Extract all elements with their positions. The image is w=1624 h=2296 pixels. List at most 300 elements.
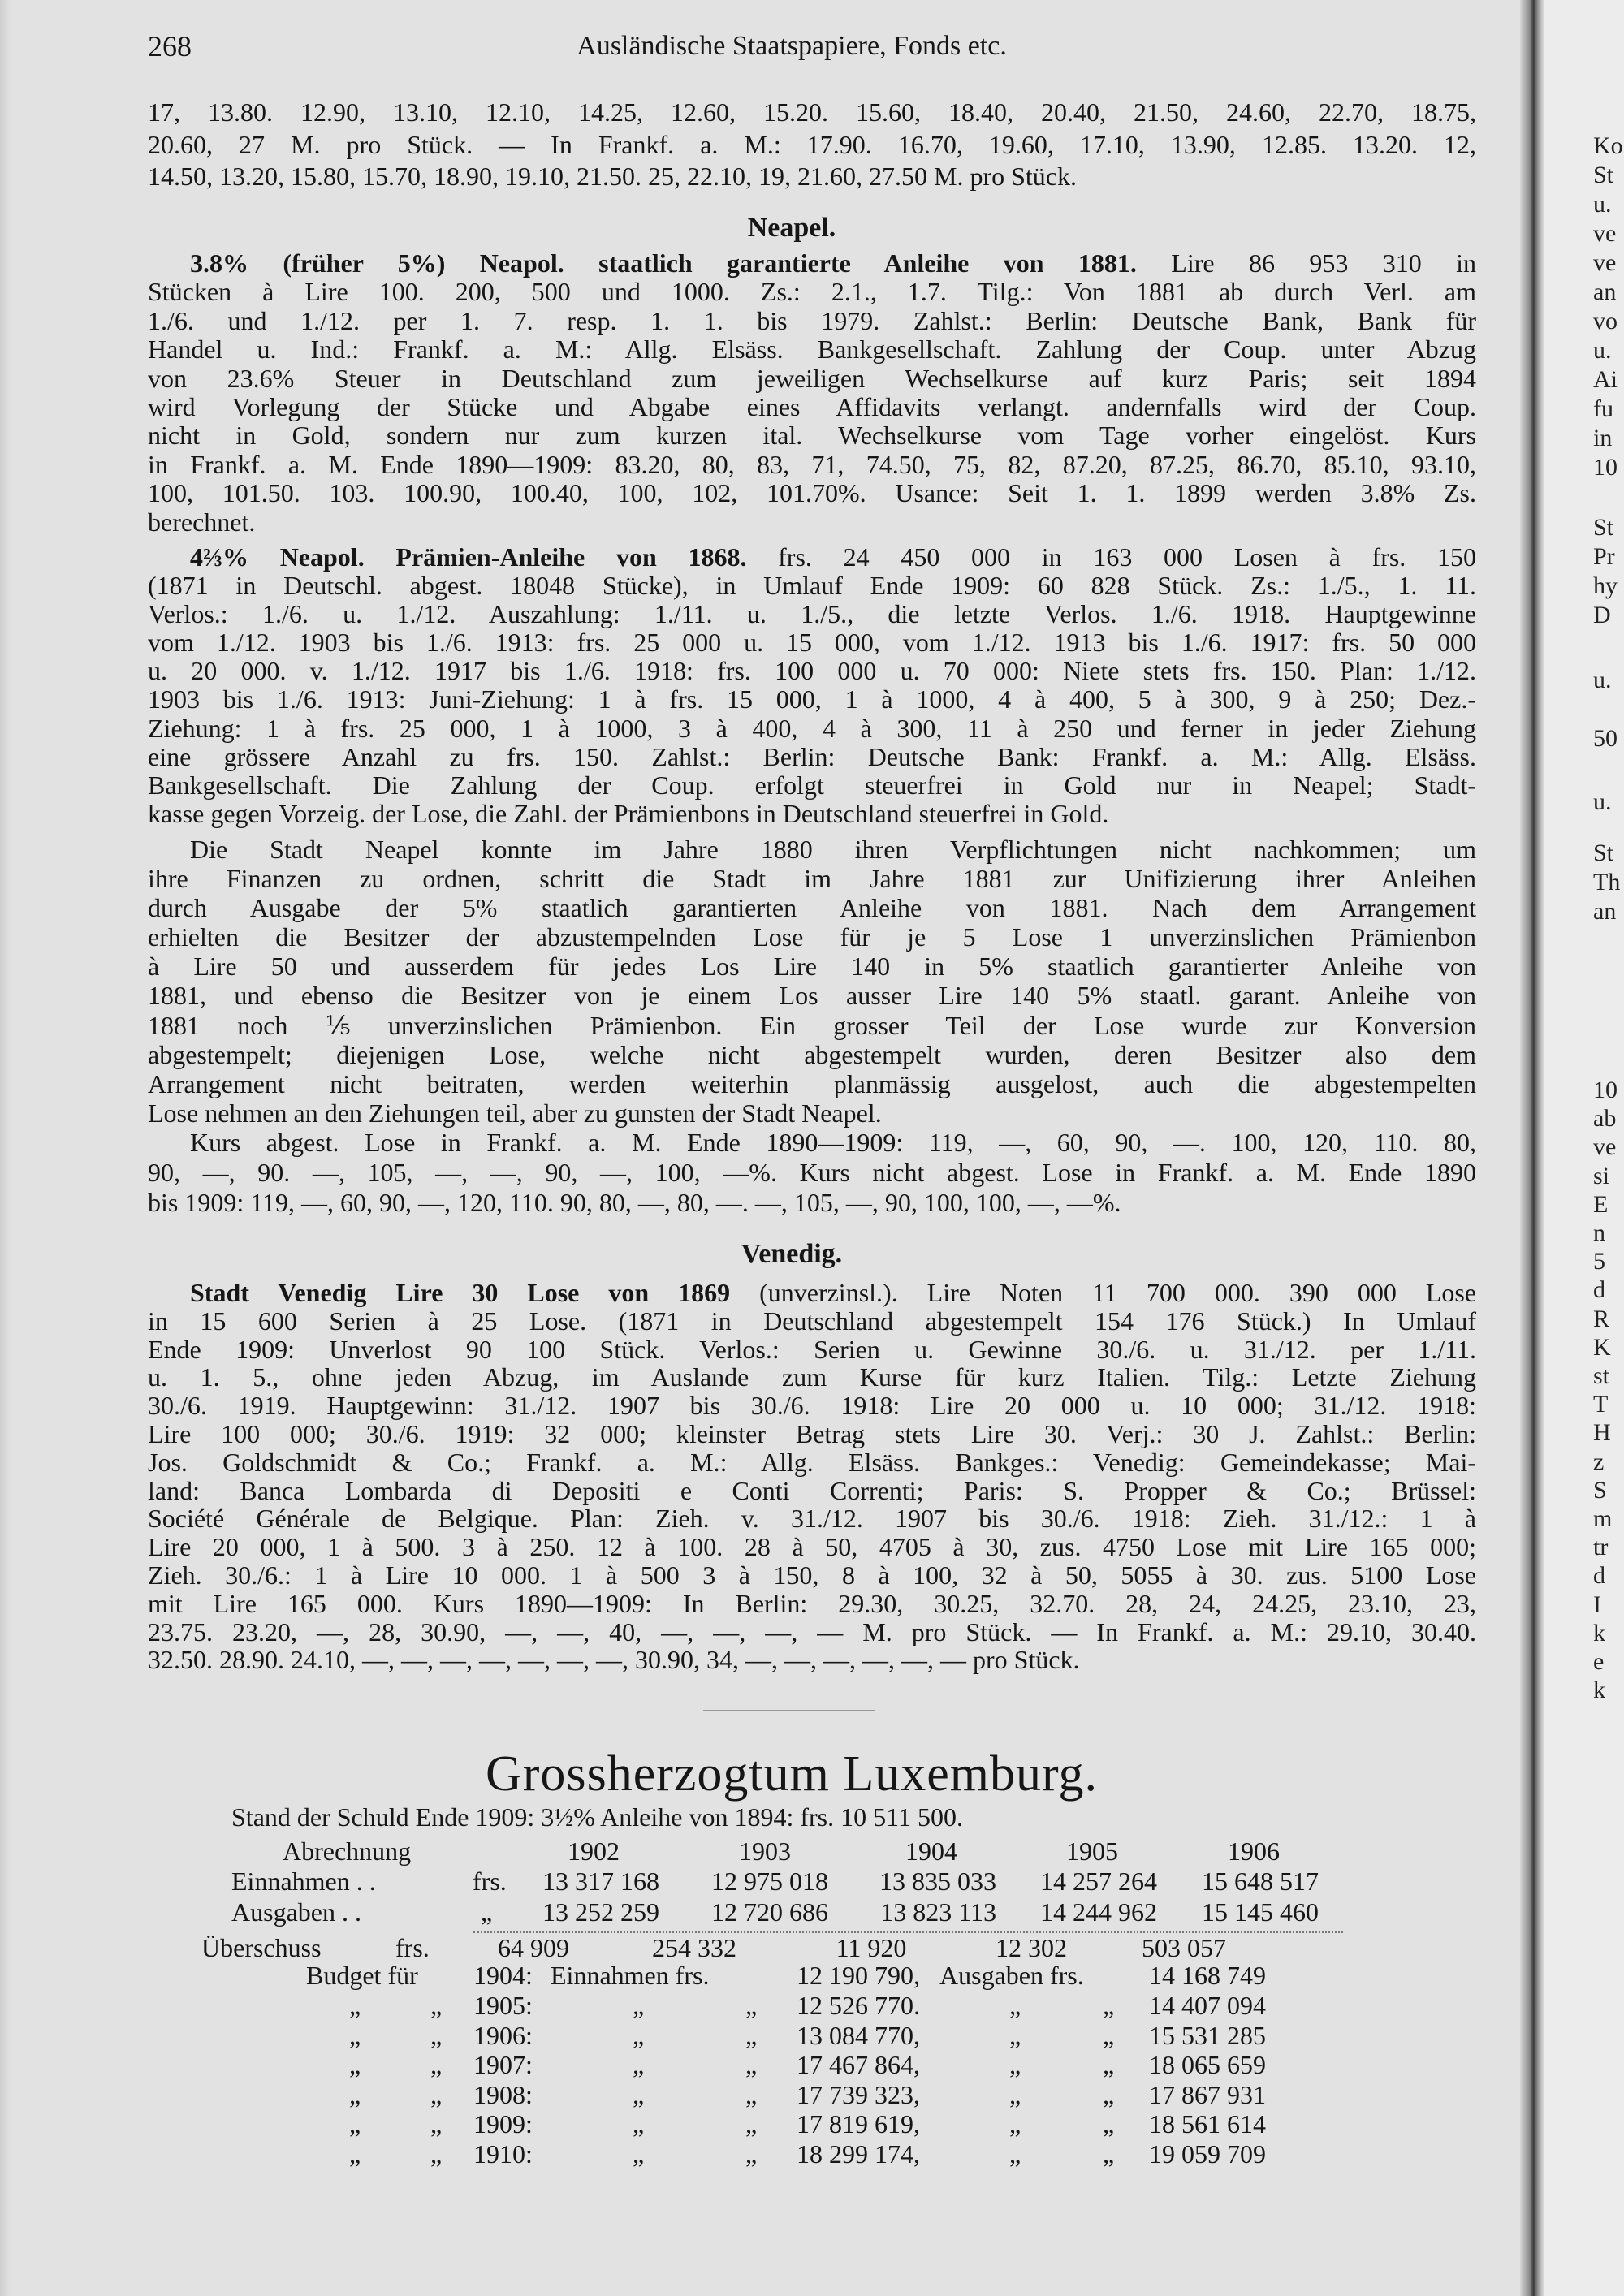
text-line <box>148 278 1476 306</box>
line-content <box>148 628 1476 657</box>
facing-page-text-fragment: k <box>1593 1677 1605 1704</box>
line-content <box>148 952 1476 981</box>
section-title-luxemburg: Grossherzogtum Luxemburg. <box>486 1746 1098 1802</box>
text-line <box>148 1128 1476 1158</box>
section-divider <box>703 1710 875 1711</box>
text-line <box>148 835 1476 864</box>
line-content <box>148 451 1476 479</box>
budget-year: 1907: <box>473 2050 533 2080</box>
line-content <box>148 1069 1476 1098</box>
budget-expense: 17 867 931 <box>1149 2079 1266 2109</box>
ditto-mark: „ <box>1009 1991 1021 2020</box>
line-content <box>148 129 1476 162</box>
line-text: vom 1./12. 1903 bis 1./6. 1913: frs. 25 000 u. 15 000, vom 1./12. 1913 bis 1./6. 1917: frs. 50 000 <box>148 628 1476 658</box>
budget-year: 1910: <box>473 2139 533 2169</box>
budget-income: 17 739 323, <box>797 2079 920 2109</box>
neapel-praemien-anleihe-paragraph <box>148 543 1476 828</box>
budget-income: 17 819 619, <box>797 2109 920 2139</box>
line-content <box>148 864 1476 893</box>
line-content <box>148 1504 1476 1533</box>
ditto-mark: „ <box>349 2020 361 2050</box>
text-line <box>148 129 1476 162</box>
facing-page-text-fragment: Pr <box>1593 543 1615 570</box>
ditto-mark: „ <box>1103 2050 1115 2080</box>
line-text: mit Lire 165 000. Kurs 1890—1909: In Berlin: 29.30, 30.25, 32.70. 28, 24, 24.25, 23.10, 23, <box>148 1588 1476 1618</box>
text-line <box>148 1533 1476 1561</box>
text-line <box>148 864 1476 893</box>
budget-label: Budget für <box>306 1961 418 1990</box>
budget-income: 12 526 770. <box>797 1991 920 2020</box>
ditto-mark: „ <box>745 2050 758 2080</box>
budget-year: 1908: <box>473 2079 533 2109</box>
line-content <box>190 1128 1476 1158</box>
ditto-mark: „ <box>745 2109 758 2139</box>
line-text: Stücken à Lire 100. 200, 500 und 1000. Zs.: 2.1., 1.7. Tilg.: Von 1881 ab durch Verl. am <box>148 277 1476 307</box>
table-header-label: Abrechnung <box>283 1836 412 1866</box>
line-text: u. 20 000. v. 1./12. 1917 bis 1./6. 1918: frs. 100 000 u. 70 000: Niete stets frs. 150. Plan: 1./12. <box>148 656 1476 686</box>
facing-page-text-fragment: T <box>1593 1391 1609 1418</box>
table-cell: 503 057 <box>1142 1933 1226 1962</box>
ditto-mark: „ <box>633 2109 645 2139</box>
line-content <box>148 981 1476 1010</box>
neapel-anleihe-1881-paragraph <box>148 249 1476 537</box>
ditto-mark: „ <box>1009 2050 1021 2080</box>
budget-expense: 15 531 285 <box>1149 2020 1266 2050</box>
ditto-mark: „ <box>633 2139 645 2169</box>
line-text: in Frankf. a. M. Ende 1890—1909: 83.20, 80, 83, 71, 74.50, 75, 82, 87.20, 87.25, 86.70, 85.10, 93.10, <box>148 449 1476 479</box>
facing-page-text-fragment: Ko <box>1593 132 1623 159</box>
text-line <box>148 1158 1476 1188</box>
line-text: (unverzinsl.). Lire Noten 11 700 000. 390 000 Lose <box>730 1278 1477 1307</box>
table-cell: 12 975 018 <box>711 1867 828 1896</box>
ditto-mark: „ <box>633 1991 645 2020</box>
text-line <box>148 714 1476 743</box>
ditto-mark: „ <box>1103 2139 1115 2169</box>
line-text: 14.50, 13.20, 15.80, 15.70, 18.90, 19.10, 21.50. 25, 22.10, 19, 21.60, 27.50 M. pro Stück. <box>148 162 1077 191</box>
line-text: eine grössere Anzahl zu frs. 150. Zahlst.: Berlin: Deutsche Bank: Frankf. a. M.: Allg. Elsäss. <box>148 741 1476 771</box>
facing-page-text-fragment: u. <box>1593 788 1612 815</box>
ditto-mark: „ <box>1009 2079 1021 2109</box>
line-text: u. 1. 5., ohne jeden Abzug, im Auslande zum Kurse für kurz Italien. Tilg.: Letzte Ziehung <box>148 1362 1476 1392</box>
text-line <box>148 1279 1476 1307</box>
text-line <box>148 543 1476 572</box>
text-line <box>148 307 1476 335</box>
line-text: Lire 20 000, 1 à 500. 3 à 250. 12 à 100. 28 à 50, 4705 à 30, zus. 4750 Lose mit Lire 165 000; <box>148 1532 1476 1562</box>
facing-page-text-fragment: in <box>1593 425 1613 451</box>
facing-page-text-fragment: n <box>1593 1219 1605 1246</box>
facing-page-text-fragment: st <box>1593 1362 1610 1389</box>
facing-page-text-fragment: St <box>1593 162 1614 188</box>
facing-page-text-fragment: d <box>1593 1562 1605 1590</box>
ditto-mark: „ <box>1103 2020 1115 2050</box>
facing-page-text-fragment: u. <box>1593 191 1612 218</box>
line-content <box>148 1448 1476 1477</box>
line-content <box>148 1646 1080 1674</box>
facing-page-text-fragment: Th <box>1593 869 1621 896</box>
facing-page-text-fragment: m <box>1593 1505 1613 1532</box>
facing-page-text-fragment: d <box>1593 1276 1605 1304</box>
text-line <box>148 1069 1476 1098</box>
facing-page-text-fragment: S <box>1593 1476 1607 1504</box>
facing-page-text-fragment: Ai <box>1593 366 1618 393</box>
text-line <box>148 1504 1476 1533</box>
text-line <box>148 771 1476 800</box>
budget-year: 1905: <box>473 1991 533 2020</box>
facing-page-text-fragment: z <box>1593 1448 1605 1475</box>
row-label: Ausgaben . . <box>231 1897 361 1927</box>
text-line <box>148 421 1476 450</box>
facing-page-text-fragment: 10 <box>1593 1077 1618 1103</box>
table-year-header: 1903 <box>739 1836 791 1866</box>
facing-page-text-fragment: ve <box>1593 220 1617 247</box>
line-text: 100, 101.50. 103. 100.90, 100.40, 100, 102, 101.70%. Usance: Seit 1. 1. 1899 werden 3.8% Zs. <box>148 478 1476 508</box>
ditto-mark: „ <box>430 2020 443 2050</box>
ditto-mark: „ <box>633 2050 645 2080</box>
facing-page-text-fragment: 50 <box>1593 725 1618 752</box>
table-cell: 13 835 033 <box>879 1867 996 1896</box>
budget-expense: 18 561 614 <box>1149 2109 1266 2139</box>
line-content <box>148 335 1476 364</box>
text-line <box>148 1336 1476 1364</box>
section-heading-venedig: Venedig. <box>741 1239 843 1269</box>
facing-page-text-fragment: St <box>1593 839 1614 866</box>
facing-page-text-fragment: E <box>1593 1190 1609 1218</box>
line-content <box>148 508 255 537</box>
text-line <box>148 922 1476 952</box>
table-year-header: 1904 <box>905 1836 957 1866</box>
text-line <box>148 335 1476 364</box>
line-text: ihre Finanzen zu ordnen, schritt die Stadt im Jahre 1881 zur Unifizierung ihrer Anleihen <box>148 864 1476 894</box>
budget-income: 13 084 770, <box>797 2020 920 2050</box>
table-year-header: 1906 <box>1228 1836 1280 1866</box>
text-line <box>148 1392 1476 1420</box>
budget-income: 18 299 174, <box>797 2139 920 2169</box>
line-content <box>148 572 1476 600</box>
text-line <box>148 600 1476 628</box>
text-line <box>148 1561 1476 1590</box>
line-content <box>148 278 1476 306</box>
facing-page-text-fragment: ve <box>1593 249 1617 276</box>
text-line <box>148 800 1476 828</box>
line-content <box>148 393 1476 421</box>
line-text: Bankgesellschaft. Die Zahlung der Coup. erfolgt steuerfrei in Gold nur in Neapel; Stadt- <box>148 770 1476 800</box>
line-content <box>148 714 1476 743</box>
neapel-history-paragraph <box>148 835 1476 1128</box>
bond-title: 4⅔% Neapol. Prämien-Anleihe von 1868. <box>190 542 747 572</box>
text-line <box>148 1098 1476 1128</box>
table-cell: 12 720 686 <box>711 1897 828 1927</box>
budget-year: 1909: <box>473 2109 533 2139</box>
budget-income: 12 190 790, <box>797 1961 920 1990</box>
text-line <box>148 743 1476 771</box>
line-content <box>148 1336 1476 1364</box>
facing-page-text-fragment: 10 <box>1593 454 1618 481</box>
row-unit: „ <box>481 1897 493 1927</box>
line-text: 90, —, 90. —, 105, —, —, 90, —, 100, —%. Kurs nicht abgest. Lose in Frankf. a. M. Ende 1890 <box>148 1158 1476 1187</box>
line-text: bis 1909: 119, —, 60, 90, —, 120, 110. 90, 80, —, 80, —. —, 105, —, 90, 100, 100, —, —%. <box>148 1188 1121 1217</box>
line-text: Zieh. 30./6.: 1 à Lire 10 000. 1 à 500 3 à 150, 8 à 100, 32 à 50, 5055 à 30. zus. 5100 Lose <box>148 1560 1476 1590</box>
table-year-header: 1902 <box>568 1836 620 1866</box>
ditto-mark: „ <box>745 2139 758 2169</box>
facing-page-text-fragment: R <box>1593 1305 1610 1332</box>
line-text: Handel u. Ind.: Frankf. a. M.: Allg. Elsäss. Bankgesellschaft. Zahlung der Coup. unter Abzug <box>148 334 1476 365</box>
ditto-mark: „ <box>745 2020 758 2050</box>
line-text: 1881 noch ⅕ unverzinslichen Prämienbon. Ein grosser Teil der Lose wurde zur Konversion <box>148 1010 1476 1040</box>
venedig-lose-paragraph <box>148 1279 1476 1674</box>
line-content <box>148 1363 1476 1392</box>
line-content <box>148 893 1476 922</box>
text-line <box>148 451 1476 479</box>
text-line <box>148 508 1476 537</box>
table-cell: 14 257 264 <box>1040 1867 1157 1896</box>
line-content <box>148 1188 1121 1218</box>
table-cell: 254 332 <box>652 1933 736 1962</box>
line-text: Die Stadt Neapel konnte im Jahre 1880 ihren Verpflichtungen nicht nachkommen; um <box>190 835 1476 864</box>
line-text: frs. 24 450 000 in 163 000 Losen à frs. 150 <box>746 542 1477 572</box>
line-text: Jos. Goldschmidt & Co.; Frankf. a. M.: Allg. Elsäss. Bankges.: Venedig: Gemeindekasse; Mai- <box>148 1447 1476 1477</box>
ditto-mark: „ <box>349 2050 361 2080</box>
line-content <box>148 1533 1476 1561</box>
text-line <box>148 1040 1476 1069</box>
line-text: Lose nehmen an den Ziehungen teil, aber zu gunsten der Stadt Neapel. <box>148 1098 882 1128</box>
line-content <box>148 771 1476 800</box>
line-content <box>190 1279 1476 1307</box>
row-unit: frs. <box>473 1867 507 1896</box>
ditto-mark: „ <box>1009 2109 1021 2139</box>
section-heading-neapel: Neapel. <box>747 213 836 243</box>
facing-page-text-fragment: 5 <box>1593 1248 1605 1275</box>
line-text: nicht in Gold, sondern nur zum kurzen ital. Wechselkurse vom Tage vorher eingelöst. Kurs <box>148 421 1476 451</box>
facing-page-text-fragment: k <box>1593 1619 1605 1646</box>
table-cell: 14 244 962 <box>1040 1897 1157 1927</box>
line-content <box>148 1590 1476 1618</box>
ditto-mark: „ <box>745 1991 758 2020</box>
facing-page-text-fragment: si <box>1593 1162 1610 1189</box>
line-content <box>148 1561 1476 1590</box>
line-text: berechnet. <box>148 507 256 537</box>
table-cell: 15 648 517 <box>1202 1867 1319 1896</box>
table-cell: 13 317 168 <box>542 1867 659 1896</box>
ditto-mark: „ <box>1009 2139 1021 2169</box>
ditto-mark: „ <box>633 2020 645 2050</box>
text-line <box>148 393 1476 421</box>
table-cell: 13 823 113 <box>880 1897 996 1927</box>
line-content <box>148 1307 1476 1336</box>
text-line <box>148 1618 1476 1646</box>
line-content <box>148 365 1476 393</box>
ditto-mark: „ <box>430 1991 443 2020</box>
ditto-mark: „ <box>349 2139 361 2169</box>
facing-page-text-fragment: fu <box>1593 395 1613 422</box>
line-content <box>148 479 1476 507</box>
facing-page-text-fragment: K <box>1593 1333 1611 1361</box>
facing-page-text-fragment: H <box>1593 1419 1611 1447</box>
ditto-mark: „ <box>1103 2079 1115 2109</box>
text-line <box>148 249 1476 278</box>
text-line <box>148 161 1476 193</box>
line-content <box>148 685 1476 714</box>
debt-status-line: Stand der Schuld Ende 1909: 3½% Anleihe von 1894: frs. 10 511 500. <box>231 1802 963 1832</box>
text-line <box>148 572 1476 600</box>
line-content <box>190 543 1476 572</box>
ditto-mark: „ <box>1009 2020 1021 2050</box>
line-text: Verlos.: 1./6. u. 1./12. Auszahlung: 1./11. u. 1./5., die letzte Verlos. 1./6. 1918. Hauptgewinne <box>148 599 1476 629</box>
table-cell: 13 252 259 <box>542 1897 659 1927</box>
text-line <box>148 365 1476 393</box>
line-content <box>148 1618 1476 1646</box>
line-text: kasse gegen Vorzeig. der Lose, die Zahl. der Prämienbons in Deutschland steuerfrei in Gold. <box>148 798 1109 828</box>
ditto-mark: „ <box>633 2079 645 2109</box>
line-text: 17, 13.80. 12.90, 13.10, 12.10, 14.25, 12.60, 15.20. 15.60, 18.40, 20.40, 21.50, 24.60, 22.70, 18.75, <box>148 97 1476 127</box>
neapel-kurs-paragraph <box>148 1128 1476 1218</box>
row-unit: frs. <box>395 1933 430 1962</box>
budget-expense: 18 065 659 <box>1149 2050 1266 2080</box>
facing-page-text-fragment: tr <box>1593 1534 1609 1561</box>
ditto-mark: „ <box>349 2109 361 2139</box>
text-line <box>148 952 1476 981</box>
budget-expense: 14 407 094 <box>1149 1991 1266 2020</box>
text-line <box>148 1646 1476 1674</box>
text-line <box>148 1188 1476 1218</box>
line-text: 1881, und ebenso die Besitzer von je einem Los ausser Lire 140 5% staatl. garant. Anleihe von <box>148 981 1476 1011</box>
facing-page-text-fragment: u. <box>1593 667 1612 693</box>
budget-income: 17 467 864, <box>797 2050 920 2080</box>
facing-page-text-fragment: ve <box>1593 1133 1617 1161</box>
line-content <box>190 835 1476 864</box>
text-line <box>148 97 1476 129</box>
ditto-mark: „ <box>349 2079 361 2109</box>
text-line <box>148 1448 1476 1477</box>
table-cell: 11 920 <box>836 1933 907 1962</box>
line-content <box>148 1477 1476 1505</box>
line-text: Société Générale de Belgique. Plan: Zieh. v. 31./12. 1907 bis 30./6. 1918: Zieh. 31./12.: 1 à <box>148 1504 1476 1534</box>
facing-page-text-fragment: an <box>1593 278 1617 305</box>
text-line <box>148 628 1476 657</box>
line-text: Arrangement nicht beitraten, werden weiterhin planmässig ausgelost, auch die abgestempelten <box>148 1068 1476 1098</box>
line-text: Ende 1909: Unverlost 90 100 Stück. Verlos.: Serien u. Gewinne 30./6. u. 31./12. per 1./11. <box>148 1334 1476 1364</box>
line-content <box>148 800 1108 828</box>
facing-page-text-fragment: vo <box>1593 308 1618 334</box>
running-head: Ausländische Staatspapiere, Fonds etc. <box>577 31 1007 61</box>
text-line <box>148 1307 1476 1336</box>
facing-page-text-fragment: ab <box>1593 1105 1617 1133</box>
scan-edge-shadow <box>0 0 11 2296</box>
line-content <box>148 922 1476 952</box>
line-text: (1871 in Deutschl. abgest. 18048 Stücke), in Umlauf Ende 1909: 60 828 Stück. Zs.: 1./5., 1. 11. <box>148 571 1476 601</box>
table-year-header: 1905 <box>1066 1836 1118 1866</box>
facing-page-text-fragment: I <box>1593 1590 1601 1618</box>
line-content <box>148 161 1077 193</box>
line-content <box>190 249 1476 278</box>
line-text: Lire 100 000; 30./6. 1919: 32 000; kleinster Betrag stets Lire 30. Verj.: 30 J. Zahlst.: Berlin: <box>148 1418 1476 1448</box>
budget-expense: 19 059 709 <box>1149 2139 1266 2169</box>
ditto-mark: „ <box>1103 1991 1115 2020</box>
line-text: von 23.6% Steuer in Deutschland zum jeweiligen Wechselkurse auf kurz Paris; seit 1894 <box>148 363 1476 393</box>
line-text: Ziehung: 1 à frs. 25 000, 1 à 1000, 3 à 400, 4 à 300, 11 à 250 und ferner in jeder Ziehung <box>148 713 1476 743</box>
facing-page-text-fragment: e <box>1593 1648 1605 1675</box>
book-gutter <box>1520 0 1544 2296</box>
continuation-paragraph <box>148 97 1476 193</box>
text-line <box>148 685 1476 714</box>
ditto-mark: „ <box>1103 2109 1115 2139</box>
text-line <box>148 1477 1476 1505</box>
facing-page-edge <box>1544 0 1624 2296</box>
ditto-mark: „ <box>349 1991 361 2020</box>
line-content <box>148 421 1476 450</box>
line-content <box>148 1158 1476 1188</box>
ditto-mark: „ <box>430 2050 443 2080</box>
row-label: Überschuss <box>201 1933 322 1962</box>
income-label: Einnahmen frs. <box>551 1961 710 1990</box>
text-line <box>148 893 1476 922</box>
line-text: 30./6. 1919. Hauptgewinn: 31./12. 1907 bis 30./6. 1918: Lire 20 000 u. 10 000; 31./12. 1918: <box>148 1391 1476 1421</box>
line-text: 1903 bis 1./6. 1913: Juni-Ziehung: 1 à frs. 15 000, 1 à 1000, 4 à 400, 5 à 300, 9 à 250; Dez.- <box>148 684 1476 714</box>
line-text: Kurs abgest. Lose in Frankf. a. M. Ende 1890—1909: 119, —, 60, 90, —. 100, 120, 110. 80, <box>190 1128 1476 1157</box>
text-line <box>148 981 1476 1010</box>
text-line <box>148 1420 1476 1448</box>
facing-page-text-fragment: D <box>1593 602 1611 628</box>
line-content <box>148 657 1476 685</box>
line-text: Lire 86 953 310 in <box>1136 248 1477 278</box>
line-text: durch Ausgabe der 5% staatlich garantierten Anleihe von 1881. Nach dem Arrangement <box>148 893 1476 923</box>
facing-page-text-fragment: u. <box>1593 337 1612 364</box>
line-text: in 15 600 Serien à 25 Lose. (1871 in Deutschland abgestempelt 154 176 Stück.) In Umlauf <box>148 1306 1476 1336</box>
text-line <box>148 1590 1476 1618</box>
ditto-mark: „ <box>430 2139 443 2169</box>
budget-year: 1904: <box>473 1961 533 1990</box>
ditto-mark: „ <box>430 2079 443 2109</box>
line-content <box>148 1392 1476 1420</box>
bond-title: 3.8% (früher 5%) Neapol. staatlich garantierte Anleihe von 1881. <box>190 248 1137 278</box>
line-content <box>148 1098 882 1128</box>
line-content <box>148 1011 1476 1040</box>
text-line <box>148 1011 1476 1040</box>
expense-label: Ausgaben frs. <box>939 1961 1084 1990</box>
text-line <box>148 1363 1476 1392</box>
text-line <box>148 479 1476 507</box>
line-text: abgestempelt; diejenigen Lose, welche nicht abgestempelt wurden, deren Besitzer also dem <box>148 1039 1476 1069</box>
line-text: 1./6. und 1./12. per 1. 7. resp. 1. 1. bis 1979. Zahlst.: Berlin: Deutsche Bank, Bank für <box>148 305 1476 335</box>
budget-expense: 14 168 749 <box>1149 1961 1266 1990</box>
line-text: 20.60, 27 M. pro Stück. — In Frankf. a. M.: 17.90. 16.70, 19.60, 17.10, 13.90, 12.85. 13.20. 12, <box>148 129 1476 159</box>
bond-title: Stadt Venedig Lire 30 Lose von 1869 <box>190 1278 731 1307</box>
line-content <box>148 743 1476 771</box>
line-text: à Lire 50 und ausserdem für jedes Los Lire 140 in 5% staatlich garantierter Anleihe von <box>148 952 1476 982</box>
line-text: 32.50. 28.90. 24.10, —, —, —, —, —, —, —, 30.90, 34, —, —, —, —, —, — pro Stück. <box>148 1645 1080 1675</box>
line-text: 23.75. 23.20, —, 28, 30.90, —, —, 40, —, —, —, — M. pro Stück. — In Frankf. a. M.: 29.10, 30.40. <box>148 1616 1476 1646</box>
line-text: erhielten die Besitzer der abzustempelnden Lose für je 5 Lose 1 unverzinslichen Prämienbon <box>148 922 1476 952</box>
line-content <box>148 600 1476 628</box>
ditto-mark: „ <box>430 2109 443 2139</box>
line-text: wird Vorlegung der Stücke und Abgabe eines Affidavits verlangt. andernfalls wird der Coup. <box>148 391 1476 421</box>
facing-page-text-fragment: hy <box>1593 572 1618 599</box>
line-content <box>148 307 1476 335</box>
budget-year: 1906: <box>473 2020 533 2050</box>
facing-page-text-fragment: an <box>1593 898 1617 925</box>
line-content <box>148 97 1476 129</box>
page-number: 268 <box>148 30 192 63</box>
table-cell: 15 145 460 <box>1202 1897 1319 1927</box>
text-line <box>148 657 1476 685</box>
table-cell: 12 302 <box>996 1933 1067 1962</box>
table-cell: 64 909 <box>498 1933 569 1962</box>
row-label: Einnahmen . . <box>231 1867 376 1896</box>
line-content <box>148 1420 1476 1448</box>
facing-page-text-fragment: St <box>1593 514 1614 541</box>
line-content <box>148 1040 1476 1069</box>
ditto-mark: „ <box>745 2079 758 2109</box>
line-text: land: Banca Lombarda di Depositi e Conti Correnti; Paris: S. Propper & Co.; Brüssel: <box>148 1475 1476 1505</box>
